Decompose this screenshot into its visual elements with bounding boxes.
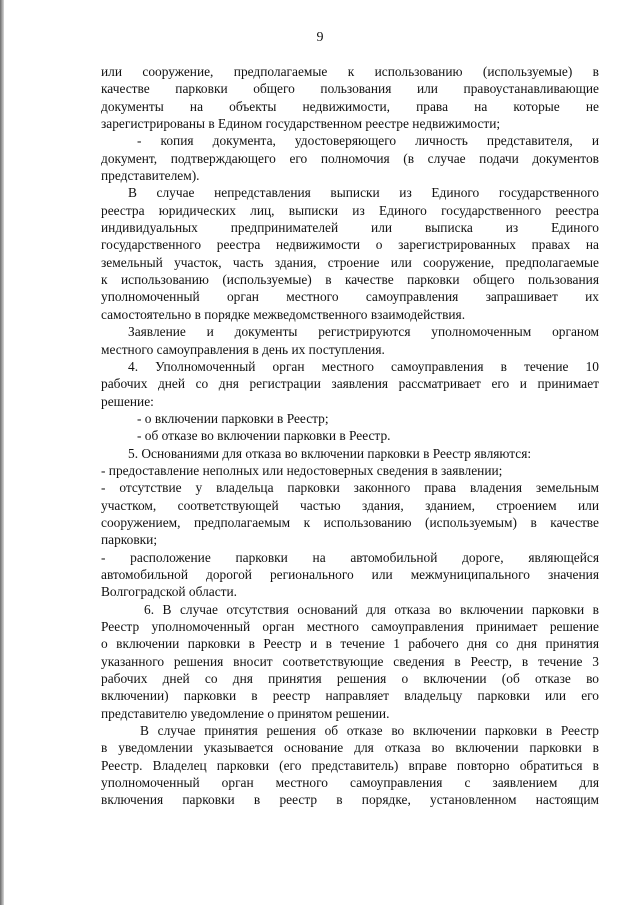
- scan-edge-shadow: [0, 0, 4, 905]
- text-line: сооружением, предполагаемым к использованию (используемым) в качестве: [101, 514, 599, 530]
- text-line: представителем).: [101, 168, 200, 184]
- text-line: В случае принятия решения об отказе во включении парковки в Реестр: [140, 723, 599, 739]
- text-line: земельный участок, часть здания, строение или сооружение, предполагаемые: [101, 254, 599, 270]
- text-line: - копия документа, удостоверяющего личность представителя, и: [137, 133, 599, 149]
- text-line: решение:: [101, 393, 154, 409]
- text-line: указанного решения вносит соответствующие сведения в Реестр, в течение 3: [101, 653, 599, 669]
- text-line: рабочих дней со дня принятия решения о включении (об отказе во: [101, 671, 599, 687]
- text-line: документ, подтверждающего его полномочия (в случае подачи документов: [101, 150, 599, 166]
- text-line: включения парковки в реестр в порядке, установленном настоящим: [101, 792, 599, 808]
- text-line: Реестр уполномоченный орган местного самоуправления принимает решение: [101, 619, 599, 634]
- text-line: автомобильной дорогой регионального или межмуниципального значения: [101, 566, 599, 582]
- text-line: - об отказе во включении парковки в Реестр.: [137, 428, 391, 444]
- text-line: В случае непредставления выписки из Единого государственного: [128, 185, 599, 201]
- text-line: документы на объекты недвижимости, права на которые не: [101, 98, 599, 114]
- text-line: Волгоградской области.: [101, 584, 238, 600]
- text-line: индивидуальных предпринимателей или выписка из Единого: [101, 220, 599, 236]
- text-line: рабочих дней со дня регистрации заявления рассматривает его и принимает: [101, 376, 599, 392]
- text-line: - отсутствие у владельца парковки законного права владения земельным: [101, 480, 599, 496]
- text-line: участком, соответствующей частью здания, зданием, строением или: [101, 497, 599, 513]
- text-line: реестра юридических лиц, выписки из Единого государственного реестра: [101, 202, 599, 218]
- text-line: уполномоченный орган местного самоуправления с заявлением для: [101, 775, 599, 791]
- document-body: [101, 63, 599, 809]
- text-line: в уведомлении указывается основание для отказа во включении парковки в: [101, 740, 599, 756]
- text-line: Реестр. Владелец парковки (его представитель) вправе повторно обратиться в: [101, 757, 599, 773]
- text-line: качестве парковки общего пользования или правоустанавливающие: [101, 81, 599, 97]
- text-line: о включении парковки в Реестр и в течение 1 рабочего дня со дня принятия: [101, 636, 599, 652]
- text-line: Заявление и документы регистрируются уполномоченным органом: [128, 324, 599, 340]
- text-line: местного самоуправления в день их поступления.: [101, 341, 385, 357]
- text-line: государственного реестра недвижимости о зарегистрированных правах на: [101, 237, 599, 253]
- text-line: - предоставление неполных или недостоверных сведения в заявлении;: [101, 462, 503, 478]
- text-line: - расположение парковки на автомобильной дороге, являющейся: [101, 549, 599, 565]
- page-number: 9: [316, 30, 324, 45]
- text-line: зарегистрированы в Едином государственном реестре недвижимости;: [101, 116, 501, 132]
- text-line: - о включении парковки в Реестр;: [137, 410, 329, 426]
- text-line: парковки;: [101, 532, 158, 548]
- text-line: 4. Уполномоченный орган местного самоуправления в течение 10: [128, 358, 599, 374]
- text-line: к использованию (используемые) в качестве парковки общего пользования: [101, 272, 599, 288]
- text-line: или сооружение, предполагаемые к использованию (используемые) в: [101, 64, 599, 79]
- text-line: уполномоченный орган местного самоуправления запрашивает их: [101, 289, 599, 305]
- text-line: 5. Основаниями для отказа во включении парковки в Реестр являются:: [128, 445, 532, 461]
- text-line: 6. В случае отсутствия оснований для отказа во включении парковки в: [144, 601, 599, 617]
- text-line: включении) парковки в реестр направляет владельцу парковки или его: [101, 688, 599, 704]
- text-line: самостоятельно в порядке межведомственного взаимодействия.: [101, 306, 466, 322]
- text-line: представителю уведомление о принятом решении.: [101, 705, 390, 721]
